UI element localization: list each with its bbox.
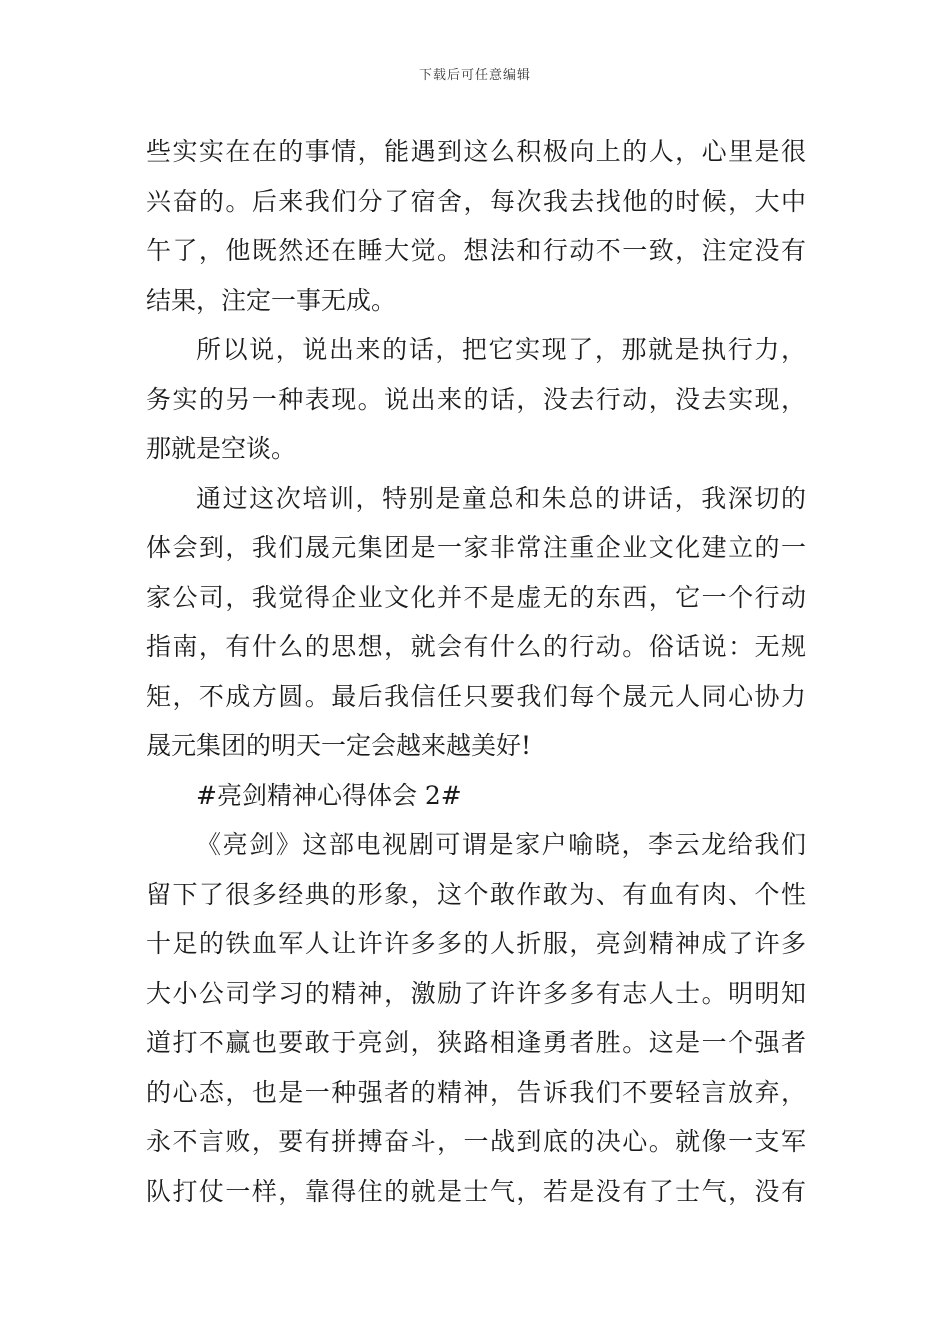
text-line: 队打仗一样，靠得住的就是士气，若是没有了士气，没有 xyxy=(146,1176,806,1206)
text-line: 永不言败，要有拼搏奋斗，一战到底的决心。就像一支军 xyxy=(146,1127,806,1156)
text-line: 道打不赢也要敢于亮剑，狭路相逢勇者胜。这是一个强者 xyxy=(146,1028,806,1057)
text-line: #亮剑精神心得体会 2# xyxy=(196,780,462,810)
text-line: 指南，有什么的思想，就会有什么的行动。俗话说：无规 xyxy=(146,632,806,661)
text-line: 的心态，也是一种强者的精神，告诉我们不要轻言放弃， xyxy=(146,1077,806,1107)
text-line: 十足的铁血军人让许许多多的人折服，亮剑精神成了许多 xyxy=(146,929,806,958)
text-line: 矩，不成方圆。最后我信任只要我们每个晟元人同心协力 xyxy=(146,681,806,711)
document-body xyxy=(146,127,806,1216)
text-line: 务实的另一种表现。说出来的话，没去行动，没去实现， xyxy=(146,384,806,414)
text-line: 那就是空谈。 xyxy=(146,434,297,463)
text-line: 所以说，说出来的话，把它实现了，那就是执行力， xyxy=(196,335,806,364)
text-line: 午了，他既然还在睡大觉。想法和行动不一致，注定没有 xyxy=(146,236,806,265)
text-line: 大小公司学习的精神，激励了许许多多有志人士。明明知 xyxy=(146,978,806,1008)
text-line: 些实实在在的事情，能遇到这么积极向上的人，心里是很 xyxy=(146,137,806,166)
text-line: 晟元集团的明天一定会越来越美好! xyxy=(146,731,532,760)
text-line: 《亮剑》这部电视剧可谓是家户喻晓，李云龙给我们 xyxy=(196,830,806,859)
page-header: 下载后可任意编辑 xyxy=(418,68,531,83)
text-line: 留下了很多经典的形象，这个敢作敢为、有血有肉、个性 xyxy=(146,879,806,909)
text-line: 家公司，我觉得企业文化并不是虚无的东西，它一个行动 xyxy=(146,582,806,612)
text-line: 兴奋的。后来我们分了宿舍，每次我去找他的时候，大中 xyxy=(146,186,806,216)
text-line: 体会到，我们晟元集团是一家非常注重企业文化建立的一 xyxy=(146,533,806,562)
text-line: 结果，注定一事无成。 xyxy=(146,285,397,315)
text-line: 通过这次培训，特别是童总和朱总的讲话，我深切的 xyxy=(196,483,806,513)
